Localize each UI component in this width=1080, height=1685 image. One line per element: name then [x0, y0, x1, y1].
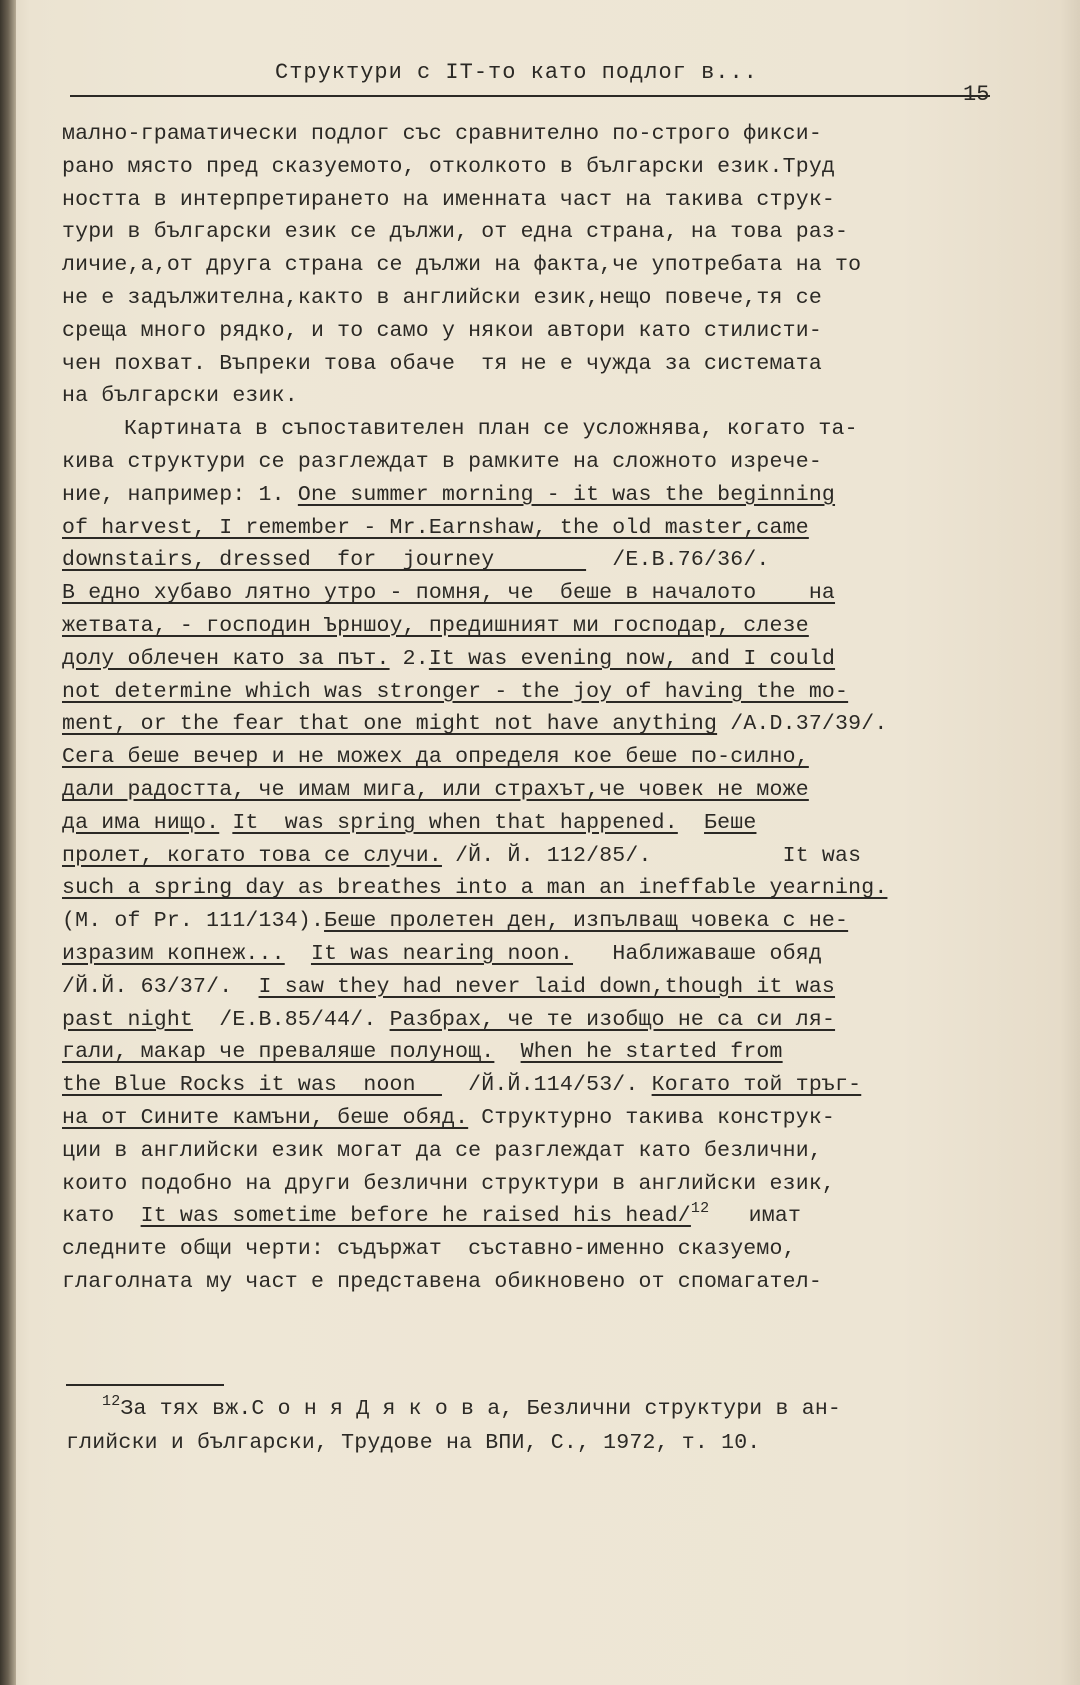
line-text: /A.D.37/39/.: [717, 712, 888, 737]
body-line: [62, 446, 1002, 479]
line-text: /Е.В.76/36/.: [586, 548, 770, 573]
underlined-example: I saw they had never laid down,though it was: [258, 974, 836, 999]
body-line: [62, 1200, 1002, 1233]
underlined-example: на от Сините камъни, беше обяд.: [62, 1105, 469, 1130]
body-line: [62, 1069, 1002, 1102]
body-line: [62, 577, 1002, 610]
page-header: [70, 58, 990, 108]
line-text: /Й. Й. 112/85/. It was: [441, 843, 862, 868]
body-line: [62, 512, 1002, 545]
book-spine-shadow: [0, 0, 16, 1685]
body-line: [62, 971, 1002, 1004]
underlined-example: жетвата, - господин Ърншоу, предишният ми господар, слезе: [62, 613, 809, 638]
body-line: [62, 872, 1002, 905]
line-text: кива структури се разглеждат в рамките на сложното изрече-: [62, 449, 822, 474]
underlined-example: ment, or the fear that one might not have anything: [62, 712, 718, 737]
body-line: [62, 413, 1002, 446]
body-line: [62, 118, 1002, 151]
underlined-example: пролет, когато това се случи.: [62, 843, 442, 868]
line-text: които подобно на други безлични структури в английски език,: [62, 1171, 836, 1196]
underlined-example: да има нищо.: [62, 810, 220, 835]
line-text: /Е.В.85/44/.: [193, 1007, 390, 1032]
body-line: [62, 1102, 1002, 1135]
footnote-line: [62, 1392, 1002, 1426]
body-line: [62, 938, 1002, 971]
underlined-example: One summer morning - it was the beginning: [297, 482, 836, 507]
line-text: ние, например: 1.: [62, 482, 298, 507]
body-line: [62, 249, 1002, 282]
body-line: [62, 905, 1002, 938]
line-text: глаголната му част е представена обикновено от спомагател-: [62, 1269, 822, 1294]
line-text: [285, 942, 311, 966]
underlined-example: downstairs, dressed for journey: [62, 548, 587, 573]
body-line: [62, 1036, 1002, 1069]
underlined-example: It was evening now, and I could: [428, 646, 836, 671]
line-text: не е задължителна,както в английски език,нещо повече,тя се: [62, 285, 822, 310]
footnote-text: За тях вж.С о н я Д я к о в а, Безлични структури в ан-: [120, 1397, 842, 1421]
line-text: на български език.: [62, 384, 298, 409]
line-text: среща много рядко, и то само у някои автори като стилисти-: [62, 318, 822, 343]
footnote-number: 12: [102, 1393, 121, 1410]
line-text: /Й.Й.114/53/.: [441, 1073, 652, 1098]
body-line: [62, 741, 1002, 774]
underlined-example: изразим копнеж...: [62, 941, 285, 966]
line-text: Наближаваше обяд: [573, 941, 822, 966]
body-line: [62, 610, 1002, 643]
underlined-example: past night: [62, 1007, 194, 1032]
page-number: 15: [963, 82, 990, 107]
underlined-example: such a spring day as breathes into a man an ineffable yearning.: [62, 876, 888, 901]
line-text: рано място пред сказуемото, отколкото в български език.Труд: [62, 154, 836, 179]
underlined-example: not determine which was stronger - the joy of having the mo-: [62, 679, 849, 704]
underlined-example: долу облечен като за път.: [62, 646, 390, 671]
footnote-reference: 12: [690, 1200, 710, 1218]
line-text: имат: [709, 1204, 802, 1229]
line-text: [678, 811, 704, 835]
line-text: като: [62, 1204, 141, 1229]
underlined-example: дали радостта, че имам мига, или страхът,че човек не може: [62, 777, 809, 802]
body-line: [62, 479, 1002, 512]
body-line: [62, 643, 1002, 676]
line-text: 2.: [389, 646, 429, 671]
body-line: [62, 1266, 1002, 1299]
footnote: [62, 1392, 1002, 1460]
line-text: ността в интерпретирането на именната част на такива струк-: [62, 187, 836, 212]
body-line: [62, 184, 1002, 217]
line-text: [494, 1040, 520, 1064]
underlined-example: Разбрах, че те изобщо не са си ля-: [389, 1007, 836, 1032]
body-line: [62, 544, 1002, 577]
footnote-line: [62, 1426, 1002, 1460]
footnote-text: глийски и български, Трудове на ВПИ, С., 1972, т. 10.: [66, 1431, 761, 1455]
underlined-example: of harvest, I remember - Mr.Earnshaw, the old master,came: [62, 515, 809, 540]
line-text: /Й.Й. 63/37/.: [62, 974, 259, 999]
line-text: чен похват. Въпреки това обаче тя не е чужда за системата: [62, 351, 822, 376]
line-text: (M. of Pr. 111/134).: [62, 909, 325, 934]
underlined-example: the Blue Rocks it was noon: [62, 1073, 442, 1098]
body-line: [62, 1004, 1002, 1037]
underlined-example: When he started from: [520, 1040, 783, 1065]
underlined-example: It was nearing noon.: [310, 941, 574, 966]
line-text: [219, 811, 232, 835]
line-text: следните общи черти: съдържат съставно-именно сказуемо,: [62, 1237, 796, 1262]
line-text: Картината в съпоставителен план се усложнява, когато та-: [124, 417, 858, 442]
body-line: [62, 807, 1002, 840]
body-line: [62, 380, 1002, 413]
underlined-example: гали, макар че преваляше полунощ.: [62, 1040, 495, 1065]
body-line: [62, 282, 1002, 315]
body-line: [62, 1168, 1002, 1201]
body-line: [62, 840, 1002, 873]
line-text: ции в английски език могат да се разглеждат като безлични,: [62, 1138, 822, 1163]
body-line: [62, 151, 1002, 184]
body-line: [62, 774, 1002, 807]
underlined-example: В едно хубаво лятно утро - помня, че беше в началото на: [62, 581, 836, 606]
line-text: личие,а,от друга страна се дължи на факта,че употребата на то: [62, 253, 862, 278]
body-line: [62, 708, 1002, 741]
underlined-example: It was spring when that happened.: [232, 810, 678, 835]
underlined-example: Когато той тръг-: [651, 1073, 862, 1098]
line-text: тури в български език се дължи, от една страна, на това раз-: [62, 220, 849, 245]
underlined-example: Беше пролетен ден, изпълващ човека с не-: [324, 909, 849, 934]
running-head: Структури с IТ-то като подлог в...: [275, 60, 758, 85]
underlined-example: Беше: [704, 810, 757, 835]
body-line: [62, 348, 1002, 381]
body-line: [62, 315, 1002, 348]
body-line: [62, 216, 1002, 249]
underlined-example: It was sometime before he raised his head/: [140, 1204, 691, 1229]
body-line: [62, 1135, 1002, 1168]
line-text: мално-граматически подлог със сравнително по-строго фикси-: [62, 122, 822, 146]
footnote-rule: [66, 1384, 224, 1386]
header-rule: [70, 95, 990, 97]
line-text: Структурно такива конструк-: [468, 1105, 836, 1130]
body-line: [62, 676, 1002, 709]
body-text: [62, 118, 1002, 1299]
body-line: [62, 1233, 1002, 1266]
underlined-example: Сега беше вечер и не можех да определя кое беше по-силно,: [62, 745, 809, 770]
